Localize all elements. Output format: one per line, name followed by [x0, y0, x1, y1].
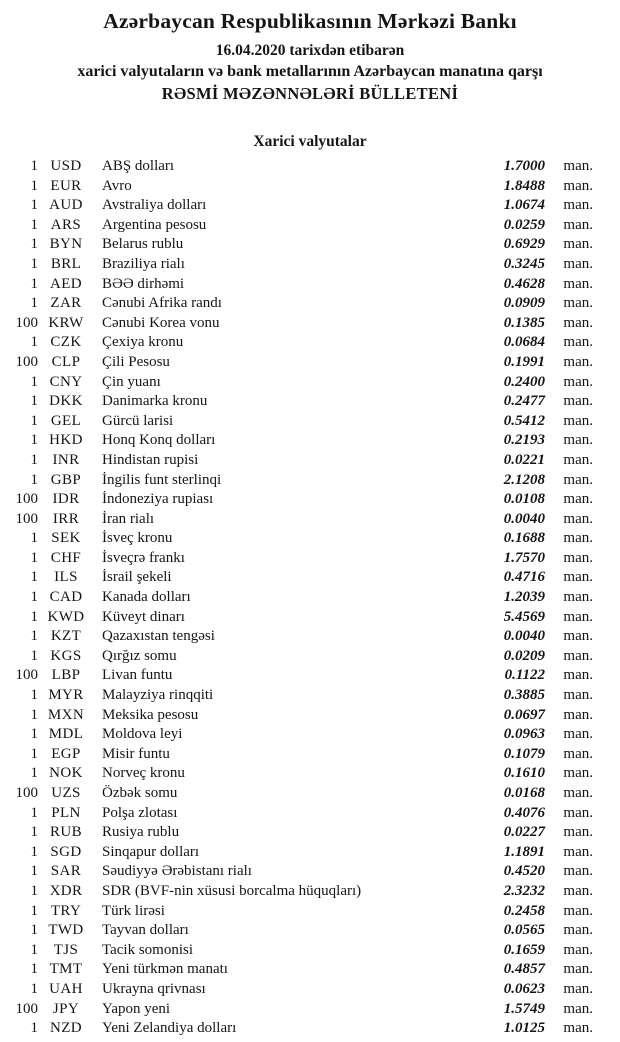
unit-label: man. — [563, 1020, 593, 1037]
unit-label: man. — [563, 216, 593, 233]
currency-quantity: 100 — [15, 667, 38, 684]
currency-row — [8, 236, 593, 256]
currency-row — [8, 334, 593, 354]
currency-name: Yapon yeni — [102, 1000, 171, 1017]
currency-rate: 0.2400 — [503, 373, 545, 390]
currency-code: ARS — [50, 216, 82, 233]
currency-row — [8, 981, 593, 1001]
currency-row — [8, 491, 593, 511]
currency-rate: 0.0565 — [503, 922, 545, 939]
currency-code: INR — [52, 451, 80, 468]
currency-quantity: 1 — [30, 471, 38, 488]
currency-quantity: 1 — [30, 412, 38, 429]
currency-code: BYN — [49, 236, 83, 253]
currency-row — [8, 158, 593, 178]
currency-name: İsveçrə frankı — [102, 549, 185, 566]
currency-code: USD — [50, 158, 82, 174]
currency-quantity: 100 — [15, 1000, 38, 1017]
unit-label: man. — [563, 412, 593, 429]
currency-name: Gürcü larisi — [102, 412, 174, 429]
unit-label: man. — [563, 941, 593, 958]
unit-label: man. — [563, 158, 593, 174]
currency-rate: 0.0040 — [503, 510, 545, 527]
currency-rate: 0.5412 — [503, 412, 545, 429]
currency-name: SDR (BVF-nin xüsusi borcalma hüquqları) — [102, 882, 362, 899]
currency-code: IRR — [52, 510, 80, 527]
unit-label: man. — [563, 647, 593, 664]
currency-name: Özbək somu — [102, 785, 178, 801]
unit-label: man. — [563, 236, 593, 253]
currency-row — [8, 883, 593, 903]
currency-quantity: 1 — [30, 589, 38, 606]
bulletin-title: RƏSMİ MƏZƏNNƏLƏRİ BÜLLETENİ — [161, 84, 459, 103]
currency-name: Misir funtu — [102, 745, 170, 762]
unit-label: man. — [563, 177, 593, 194]
currency-rate: 0.6929 — [503, 236, 545, 253]
currency-rate: 0.3245 — [503, 255, 545, 272]
unit-label: man. — [563, 608, 593, 625]
currency-rate: 0.1991 — [503, 353, 545, 370]
currency-rate: 0.2193 — [503, 432, 545, 449]
currency-name: Qazaxıstan tengəsi — [102, 628, 215, 645]
currency-row — [8, 315, 593, 335]
unit-label: man. — [563, 863, 593, 880]
currency-code: ILS — [54, 569, 78, 586]
unit-label: man. — [563, 255, 593, 272]
currency-quantity: 1 — [30, 980, 38, 997]
currency-row — [8, 295, 593, 315]
unit-label: man. — [563, 628, 593, 645]
currency-name: Sinqapur dolları — [102, 843, 200, 860]
currency-quantity: 1 — [30, 922, 38, 939]
currency-quantity: 1 — [30, 824, 38, 841]
currency-code: JPY — [52, 1000, 80, 1017]
currency-name: Polşa zlotası — [102, 804, 178, 821]
currency-quantity: 1 — [30, 334, 38, 351]
currency-row — [8, 648, 593, 668]
currency-code: CNY — [49, 373, 83, 390]
currency-code: KGS — [50, 647, 82, 664]
currency-code: IDR — [52, 491, 80, 508]
currency-rate: 0.0108 — [503, 491, 545, 508]
unit-label: man. — [563, 804, 593, 821]
currency-rate: 2.1208 — [503, 471, 545, 488]
unit-label: man. — [563, 726, 593, 743]
effective-date: 16.04.2020 tarixdən etibarən — [215, 42, 405, 59]
currency-name: Argentina pesosu — [102, 216, 207, 233]
unit-label: man. — [563, 882, 593, 899]
currency-name: ABŞ dolları — [102, 158, 175, 174]
currency-code: PLN — [51, 804, 81, 821]
section-title-foreign-currencies: Xarici valyutalar — [253, 133, 367, 150]
currency-quantity: 1 — [30, 530, 38, 547]
currency-row — [8, 256, 593, 276]
unit-label: man. — [563, 334, 593, 351]
currency-code: KWD — [47, 608, 85, 625]
currency-rate: 0.1079 — [503, 745, 545, 762]
currency-name: Çin yuanı — [102, 373, 161, 390]
unit-label: man. — [563, 902, 593, 919]
currency-row — [8, 276, 593, 296]
currency-code: SAR — [50, 863, 82, 880]
currency-quantity: 1 — [30, 687, 38, 704]
currency-quantity: 1 — [30, 549, 38, 566]
unit-label: man. — [563, 275, 593, 292]
currency-name: Belarus rublu — [102, 236, 184, 253]
currency-name: Yeni türkmən manatı — [102, 961, 228, 978]
currency-rate: 0.0684 — [503, 334, 545, 351]
currency-code: EGP — [51, 745, 81, 762]
currency-name: Tayvan dolları — [102, 922, 189, 939]
unit-label: man. — [563, 569, 593, 586]
currency-row — [8, 569, 593, 589]
currency-code: UZS — [51, 785, 81, 801]
unit-label: man. — [563, 1000, 593, 1017]
currency-row — [8, 374, 593, 394]
currency-quantity: 1 — [30, 393, 38, 410]
currency-row — [8, 746, 593, 766]
currency-row — [8, 452, 593, 472]
currency-row — [8, 197, 593, 217]
currency-quantity: 1 — [30, 1020, 38, 1037]
currency-code: XDR — [49, 882, 83, 899]
currency-row — [8, 609, 593, 629]
currency-name: Livan funtu — [102, 667, 173, 684]
currency-row — [8, 805, 593, 825]
currency-code: GBP — [50, 471, 82, 488]
currency-row — [8, 178, 593, 198]
currency-rate: 0.1659 — [503, 941, 545, 958]
currency-rate: 0.0221 — [503, 451, 545, 468]
currency-quantity: 1 — [30, 216, 38, 233]
currency-rate: 0.1122 — [504, 667, 545, 684]
currency-quantity: 1 — [30, 236, 38, 253]
currency-code: LBP — [51, 667, 81, 684]
currency-code: AED — [49, 275, 83, 292]
currency-row — [8, 413, 593, 433]
currency-quantity: 1 — [30, 863, 38, 880]
currency-rate: 1.0674 — [503, 197, 545, 214]
currency-row — [8, 393, 593, 413]
currency-quantity: 1 — [30, 295, 38, 312]
currency-rate: 1.0125 — [503, 1020, 545, 1037]
currency-code: TJS — [53, 941, 79, 958]
currency-rate: 0.0209 — [503, 647, 545, 664]
currency-code: AUD — [49, 197, 83, 214]
currency-name: Malayziya rinqqiti — [102, 687, 214, 704]
currency-row — [8, 863, 593, 883]
currency-rate: 0.1688 — [503, 530, 545, 547]
currency-quantity: 1 — [30, 197, 38, 214]
currency-code: CLP — [51, 353, 81, 370]
currency-rate: 0.1610 — [503, 765, 545, 782]
currency-quantity: 1 — [30, 765, 38, 782]
currency-code: CZK — [50, 334, 82, 351]
currency-name: Yeni Zelandiya dolları — [102, 1020, 237, 1037]
currency-quantity: 100 — [15, 314, 38, 331]
bulletin-subtitle: xarici valyutaların və bank metallarının Azərbaycan manatına qarşı — [77, 63, 543, 80]
currency-rate: 0.4857 — [503, 961, 545, 978]
currency-quantity: 1 — [30, 745, 38, 762]
currency-quantity: 1 — [30, 961, 38, 978]
currency-name: Qırğız somu — [102, 647, 177, 664]
currency-row — [8, 589, 593, 609]
currency-name: İndoneziya rupiası — [102, 491, 214, 508]
currency-code: TMT — [49, 961, 83, 978]
currency-row — [8, 217, 593, 237]
currency-rate: 0.3885 — [503, 687, 545, 704]
currency-quantity: 100 — [15, 491, 38, 508]
currency-quantity: 1 — [30, 941, 38, 958]
currency-rate: 0.4716 — [503, 569, 545, 586]
currency-row — [8, 922, 593, 942]
currency-rate: 1.1891 — [503, 843, 545, 860]
unit-label: man. — [563, 745, 593, 762]
currency-quantity: 100 — [15, 785, 38, 801]
unit-label: man. — [563, 706, 593, 723]
currency-row — [8, 354, 593, 374]
currency-name: Küveyt dinarı — [102, 608, 185, 625]
unit-label: man. — [563, 451, 593, 468]
currency-row — [8, 472, 593, 492]
currency-name: Ukrayna qrivnası — [102, 980, 206, 997]
currency-row — [8, 530, 593, 550]
currency-name: Cənubi Korea vonu — [102, 314, 220, 331]
currency-row — [8, 961, 593, 981]
currency-name: Səudiyyə Ərəbistanı rialı — [102, 863, 252, 880]
currency-row — [8, 903, 593, 923]
currency-code: CAD — [49, 589, 83, 606]
currency-name: İran rialı — [102, 510, 155, 527]
currency-quantity: 1 — [30, 569, 38, 586]
currency-code: CHF — [50, 549, 82, 566]
currency-code: KRW — [48, 314, 84, 331]
currency-rate: 1.7000 — [503, 158, 545, 174]
currency-quantity: 1 — [30, 882, 38, 899]
unit-label: man. — [563, 314, 593, 331]
currency-code: HKD — [49, 432, 83, 449]
currency-rate: 0.0259 — [503, 216, 545, 233]
currency-row — [8, 550, 593, 570]
currency-row — [8, 765, 593, 785]
unit-label: man. — [563, 765, 593, 782]
currency-row — [8, 511, 593, 531]
bank-title: Azərbaycan Respublikasının Mərkəzi Bankı — [103, 9, 517, 33]
currency-quantity: 100 — [15, 510, 38, 527]
currency-row — [8, 1020, 593, 1040]
unit-label: man. — [563, 373, 593, 390]
currency-name: Avstraliya dolları — [102, 197, 207, 214]
currency-name: Braziliya rialı — [102, 255, 185, 272]
currency-code: SEK — [51, 530, 81, 547]
currency-name: Tacik somonisi — [102, 941, 194, 958]
bulletin-header — [0, 9, 620, 104]
currency-code: MYR — [48, 687, 84, 704]
currency-code: SGD — [50, 843, 82, 860]
currency-rate: 0.0963 — [503, 726, 545, 743]
currency-quantity: 1 — [30, 706, 38, 723]
currency-rate: 0.2458 — [503, 902, 545, 919]
currency-name: İngilis funt sterlinqi — [102, 471, 222, 488]
currency-rate: 1.2039 — [503, 589, 545, 606]
currency-row — [8, 628, 593, 648]
unit-label: man. — [563, 785, 593, 801]
currency-code: ZAR — [50, 295, 82, 312]
unit-label: man. — [563, 471, 593, 488]
currency-rate: 0.0227 — [503, 824, 545, 841]
currency-row — [8, 844, 593, 864]
currency-rate: 5.4569 — [503, 608, 545, 625]
unit-label: man. — [563, 295, 593, 312]
currency-quantity: 1 — [30, 158, 38, 174]
currency-name: Norveç kronu — [102, 765, 185, 782]
currency-name: Çexiya kronu — [102, 334, 184, 351]
currency-quantity: 1 — [30, 275, 38, 292]
currency-rate: 0.4628 — [503, 275, 545, 292]
currency-code: DKK — [49, 393, 83, 410]
unit-label: man. — [563, 197, 593, 214]
currency-quantity: 1 — [30, 628, 38, 645]
unit-label: man. — [563, 491, 593, 508]
unit-label: man. — [563, 824, 593, 841]
currency-row — [8, 785, 593, 805]
unit-label: man. — [563, 549, 593, 566]
currency-quantity: 1 — [30, 804, 38, 821]
currency-quantity: 1 — [30, 608, 38, 625]
currency-rate: 1.7570 — [503, 549, 545, 566]
currency-row — [8, 707, 593, 727]
currency-name: Hindistan rupisi — [102, 451, 199, 468]
currency-code: MDL — [48, 726, 84, 743]
currency-quantity: 100 — [15, 353, 38, 370]
currency-table — [0, 158, 620, 1040]
currency-name: Çili Pesosu — [102, 353, 170, 370]
currency-code: TWD — [48, 922, 84, 939]
currency-code: NZD — [49, 1020, 83, 1037]
currency-quantity: 1 — [30, 726, 38, 743]
unit-label: man. — [563, 961, 593, 978]
currency-rate: 0.0909 — [503, 295, 545, 312]
currency-rate: 0.4520 — [503, 863, 545, 880]
currency-code: KZT — [50, 628, 82, 645]
currency-rate: 0.0168 — [503, 785, 545, 801]
currency-name: Rusiya rublu — [102, 824, 180, 841]
currency-rate: 0.4076 — [503, 804, 545, 821]
currency-quantity: 1 — [30, 451, 38, 468]
currency-code: MXN — [47, 706, 85, 723]
currency-row — [8, 942, 593, 962]
unit-label: man. — [563, 687, 593, 704]
currency-name: İsveç kronu — [102, 530, 173, 547]
currency-code: NOK — [49, 765, 83, 782]
currency-code: GEL — [50, 412, 82, 429]
currency-row — [8, 432, 593, 452]
currency-row — [8, 824, 593, 844]
currency-quantity: 1 — [30, 255, 38, 272]
unit-label: man. — [563, 589, 593, 606]
currency-code: UAH — [49, 980, 83, 997]
currency-code: BRL — [50, 255, 82, 272]
unit-label: man. — [563, 922, 593, 939]
currency-rate: 2.3232 — [503, 882, 545, 899]
unit-label: man. — [563, 393, 593, 410]
currency-name: Honq Konq dolları — [102, 432, 216, 449]
currency-row — [8, 687, 593, 707]
currency-quantity: 1 — [30, 177, 38, 194]
currency-rate: 0.2477 — [503, 393, 545, 410]
currency-rate: 0.1385 — [503, 314, 545, 331]
currency-name: Kanada dolları — [102, 589, 191, 606]
currency-quantity: 1 — [30, 902, 38, 919]
currency-quantity: 1 — [30, 647, 38, 664]
currency-name: Danimarka kronu — [102, 393, 208, 410]
unit-label: man. — [563, 667, 593, 684]
unit-label: man. — [563, 843, 593, 860]
currency-code: RUB — [49, 824, 83, 841]
currency-name: Meksika pesosu — [102, 706, 199, 723]
currency-name: İsrail şekeli — [102, 569, 172, 586]
currency-name: Türk lirəsi — [102, 902, 165, 919]
currency-rate: 0.0623 — [503, 980, 545, 997]
currency-name: Cənubi Afrika randı — [102, 295, 222, 312]
unit-label: man. — [563, 980, 593, 997]
currency-name: Moldova leyi — [102, 726, 183, 743]
currency-rate: 1.5749 — [503, 1000, 545, 1017]
currency-rate: 0.0697 — [503, 706, 545, 723]
currency-quantity: 1 — [30, 432, 38, 449]
currency-code: EUR — [50, 177, 82, 194]
currency-row — [8, 667, 593, 687]
currency-row — [8, 1001, 593, 1021]
unit-label: man. — [563, 353, 593, 370]
currency-code: TRY — [50, 902, 82, 919]
currency-row — [8, 726, 593, 746]
currency-name: BƏƏ dirhəmi — [102, 275, 185, 292]
currency-rate: 0.0040 — [503, 628, 545, 645]
unit-label: man. — [563, 530, 593, 547]
currency-quantity: 1 — [30, 843, 38, 860]
currency-name: Avro — [102, 177, 132, 194]
currency-quantity: 1 — [30, 373, 38, 390]
currency-rate: 1.8488 — [503, 177, 545, 194]
unit-label: man. — [563, 510, 593, 527]
unit-label: man. — [563, 432, 593, 449]
